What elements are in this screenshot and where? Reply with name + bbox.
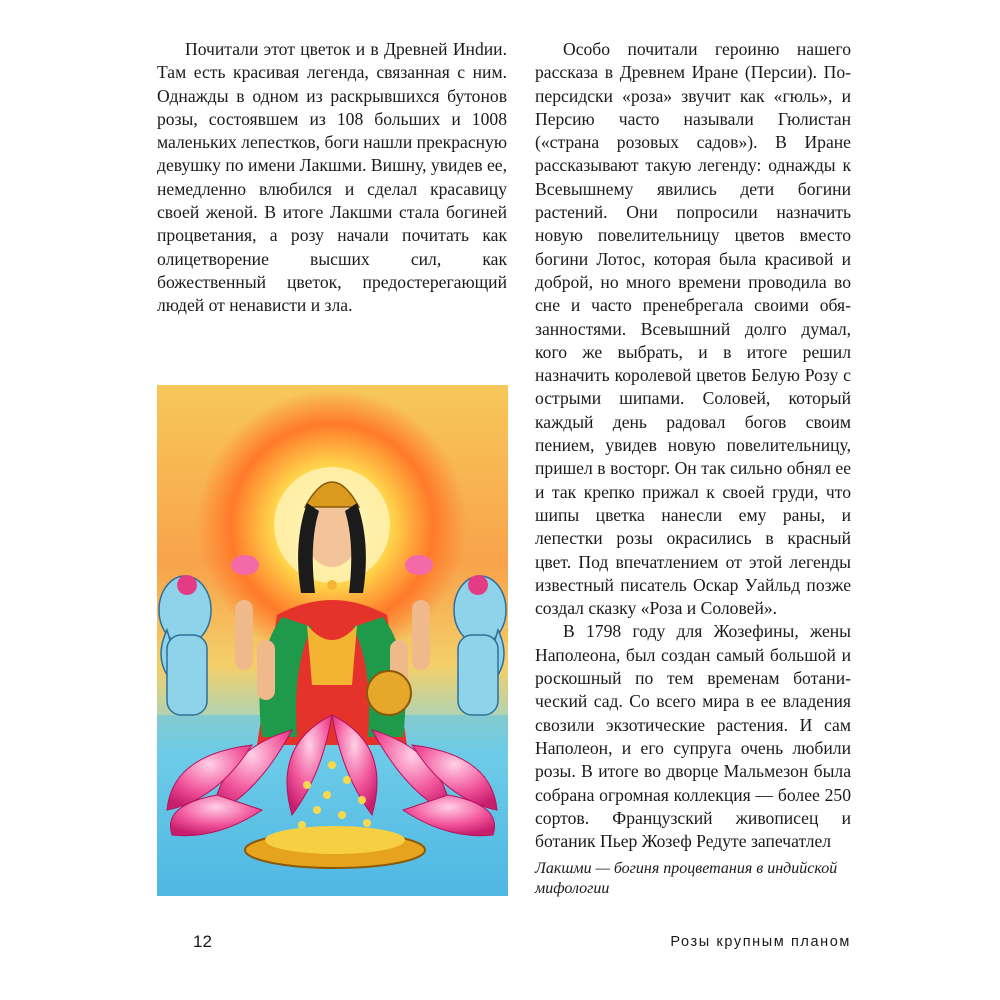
left-text-column — [157, 38, 507, 318]
paragraph-persia-legend: Особо почитали героиню нашего рассказа в Древнем Иране (Персии). По-персидски «роза» звучит как «гюль», и Персию часто называли Гюлистан («страна розовых садов»). В Иране рассказывают такую легенду: однажды к Всевышнему явились дети богини растений. Они попросили назначить новую повелительницу цветов вместо богини Лотос, которая была красивой и доброй, но много времени проводила во сне и часто пренебрегала своими обязанностями. Всевышний долго думал, кого же выбрать, и в итоге решил назначить королевой цветов Белую Розу с острыми шипами. Соловей, который каждый день радовал богов своим пением, увидев новую повелительницу, пришел в восторг. Он так сильно обнял ее и так крепко прижал к своей груди, что шипы цветка нанесли ему раны, и лепестки розы окрасились в красный цвет. Под впечатлением от этой легенды известный писатель Оскар Уайльд позже создал сказку «Роза и Соловей». — [535, 39, 851, 619]
lakshmi-illustration — [157, 385, 508, 896]
illustration-caption: Лакшми — богиня процветания в индийской мифологии — [535, 860, 838, 897]
paragraph-josephine-garden: В 1798 году для Жозефины, жены Наполеона, был создан самый большой и роскошный по тем временам ботанический сад. Со всего мира в ее владения свозили экзотические растения. И сам Наполеон, и его супруга очень любили розы. В итоге во дворце Мальмезон была собрана огромная коллекция — более 250 сортов. Французский живописец и ботаник Пьер Жозеф Редуте запечатлел — [535, 621, 851, 852]
paragraph-lakshmi-legend: Почитали этот цветок и в Древней Инdии. Там есть красивая легенда, связанная с ним. Однажды в одном из раскрывшихся бутонов розы, состоявшем из 108 больших и 1008 маленьких лепестков, боги нашли прекрасную девушку по имени Лакшми. Вишну, увидев ее, немедленно влюбился и сделал красавицу своей женой. В итоге Лакшми стала богиней процветания, а розу начали почитать как олицетворение высших сил, как божественный цветок, предостерегающий людей от ненависти и зла. — [157, 39, 507, 316]
page-number: 12 — [193, 932, 212, 951]
running-title: Розы крупным планом — [670, 934, 851, 950]
right-text-column — [535, 38, 851, 853]
